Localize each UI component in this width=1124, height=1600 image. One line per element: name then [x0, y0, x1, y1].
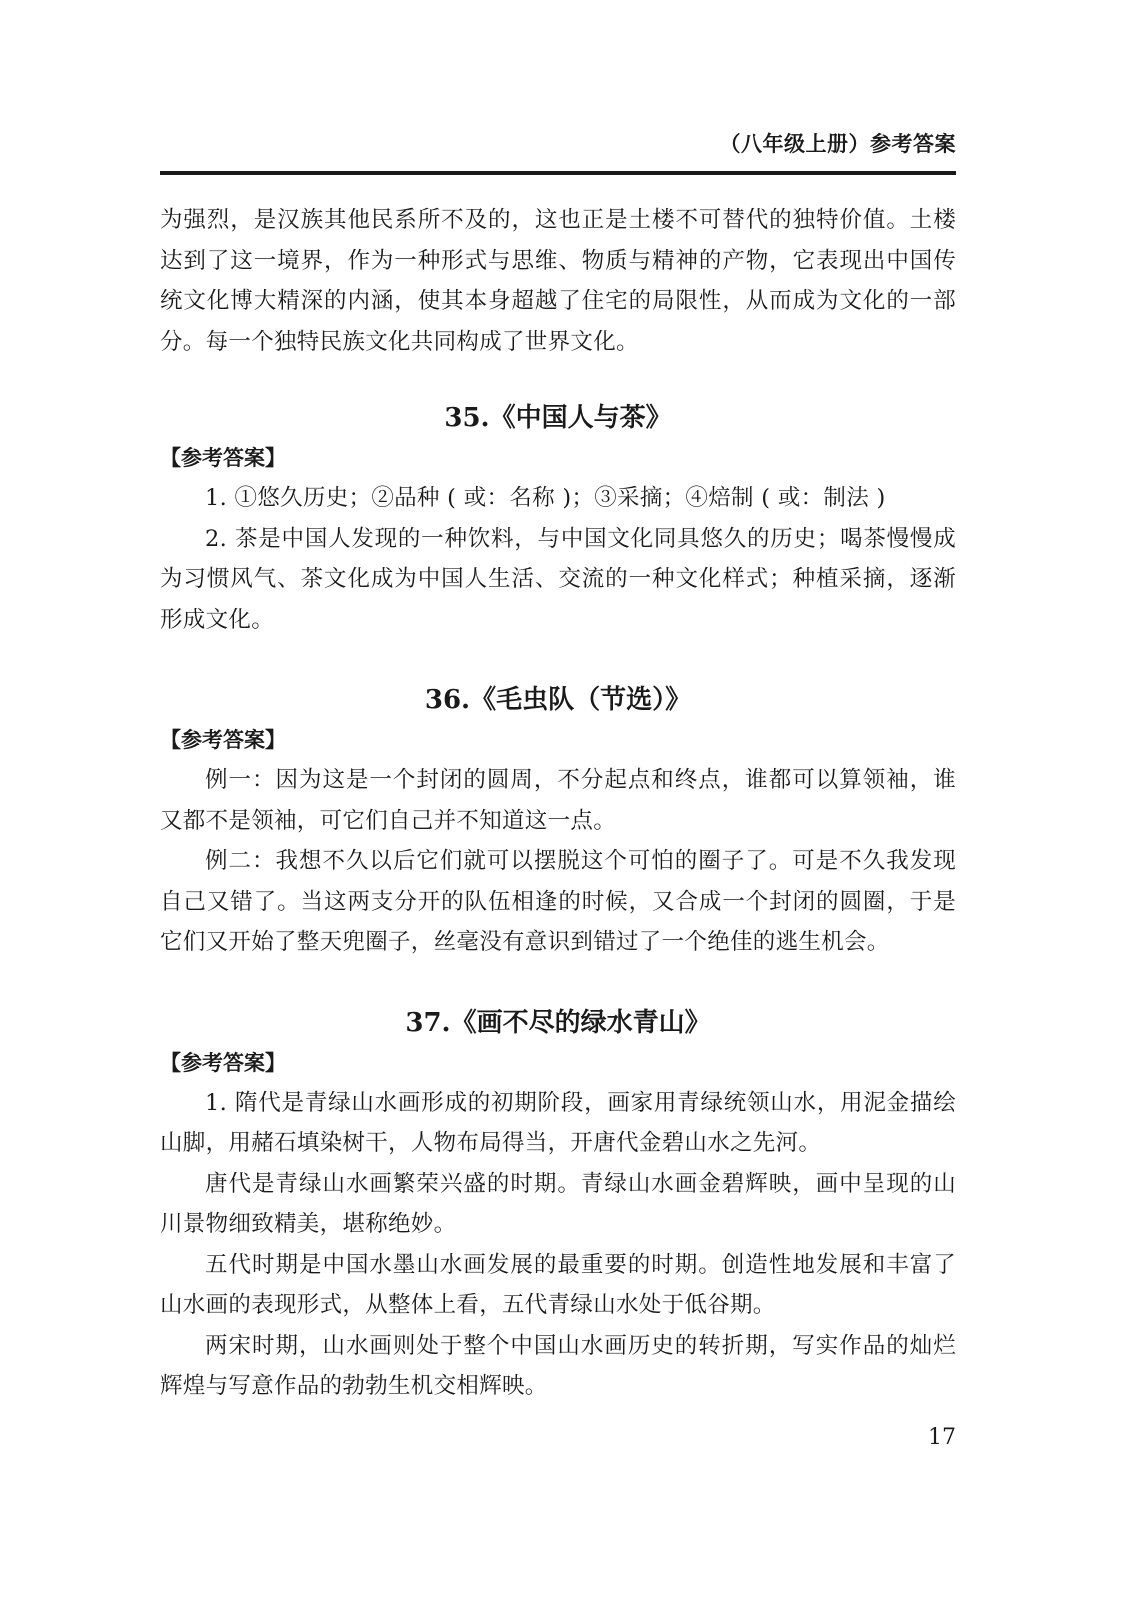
answer-paragraph: 1. ①悠久历史；②品种 ( 或：名称 )；③采摘；④焙制 ( 或：制法 ) [205, 485, 886, 511]
answer-label: 【参考答案】 [160, 728, 286, 752]
section-title: 35.《中国人与茶》 [444, 403, 672, 433]
section-title: 36.《毛虫队（节选）》 [424, 685, 692, 715]
answer-label: 【参考答案】 [160, 1050, 286, 1075]
header-rule [160, 171, 956, 175]
answer-paragraph: 1. 隋代是青绿山水画形成的初期阶段，画家用青绿统领山水，用泥金描绘山脚，用赭石填染树干，人物布局得当，开唐代金碧山水之先河。 [160, 1089, 956, 1156]
answer-paragraph: 五代时期是中国水墨山水画发展的最重要的时期。创造性地发展和丰富了山水画的表现形式，从整体上看，五代青绿山水处于低谷期。 [160, 1251, 956, 1318]
page-number: 17 [928, 1425, 956, 1450]
answer-paragraph: 2. 茶是中国人发现的一种饮料，与中国文化同具悠久的历史；喝茶慢慢成为习惯风气、茶文化成为中国人生活、交流的一种文化样式；种植采摘，逐渐形成文化。 [160, 525, 956, 633]
document-page [160, 0, 956, 1600]
answer-paragraph: 例二：我想不久以后它们就可以摆脱这个可怕的圈子了。可是不久我发现自己又错了。当这两支分开的队伍相逢的时候，又合成一个封闭的圆圈，于是它们又开始了整天兜圈子，丝毫没有意识到错过了一个绝佳的逃生机会。 [160, 848, 956, 955]
section-37 [160, 1003, 956, 1407]
section-35 [160, 398, 956, 640]
answer-paragraph: 唐代是青绿山水画繁荣兴盛的时期。青绿山水画金碧辉映，画中呈现的山川景物细致精美，堪称绝妙。 [160, 1170, 956, 1237]
section-36 [160, 680, 956, 963]
continued-paragraph: 为强烈，是汉族其他民系所不及的，这也正是土楼不可替代的独特价值。土楼达到了这一境界，作为一种形式与思维、物质与精神的产物，它表现出中国传统文化博大精深的内涵，使其本身超越了住宅的局限性，从而成为文化的一部分。每一个独特民族文化共同构成了世界文化。 [160, 207, 956, 355]
section-title: 37.《画不尽的绿水青山》 [405, 1007, 711, 1038]
answer-label: 【参考答案】 [160, 446, 286, 470]
answer-paragraph: 两宋时期，山水画则处于整个中国山水画历史的转折期，写实作品的灿烂辉煌与写意作品的勃勃生机交相辉映。 [160, 1332, 956, 1399]
answer-paragraph: 例一：因为这是一个封闭的圆周，不分起点和终点，谁都可以算领袖，谁又都不是领袖，可它们自己并不知道这一点。 [160, 767, 956, 834]
running-header: （八年级上册）参考答案 [719, 132, 956, 156]
page-content [160, 200, 956, 1407]
